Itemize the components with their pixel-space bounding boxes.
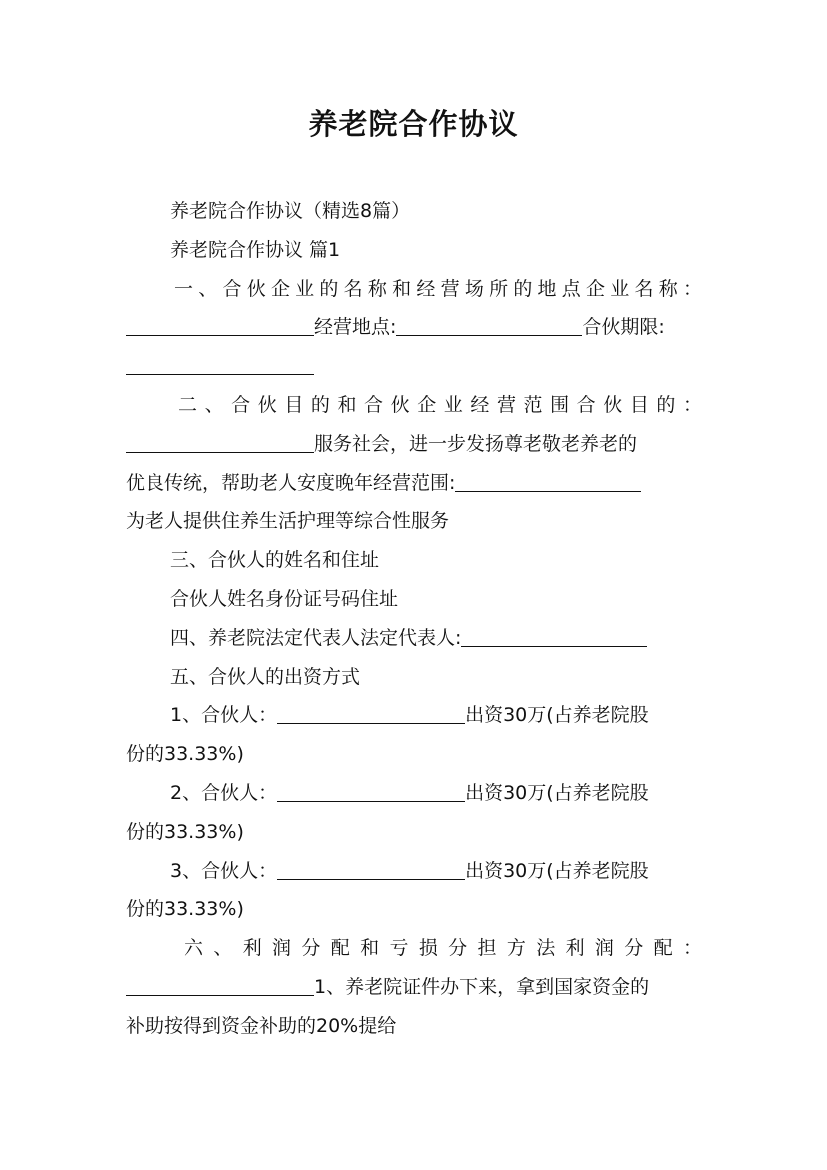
partner-1-contribution: 出资30万(占养老院股 (465, 704, 649, 727)
blank-line (277, 704, 465, 724)
section-2-heading: 二、合伙目的和合伙企业经营范围合伙目的： (178, 393, 702, 416)
section-2-scope-detail: 为老人提供住养生活护理等综合性服务 (126, 510, 450, 533)
blank-line (461, 627, 647, 647)
section-5-heading: 五、合伙人的出资方式 (170, 665, 361, 688)
section-1-heading: 一、合伙企业的名称和经营场所的地点企业名称： (174, 277, 702, 300)
partner-1-share: 份的33.33%) (126, 743, 244, 766)
scope-text: 优良传统，帮助老人安度晚年经营范围: (126, 471, 456, 494)
section-3-heading: 三、合伙人的姓名和住址 (170, 549, 380, 572)
blank-line (396, 316, 582, 336)
section-2-purpose (126, 425, 702, 464)
partner-2-share: 份的33.33%) (126, 820, 244, 843)
profit-rule-text: 1、养老院证件办下来，拿到国家资金的 (314, 975, 650, 998)
section-6-heading: 六、利润分配和亏损分担方法利润分配： (184, 937, 702, 960)
partner-3-contribution: 出资30万(占养老院股 (465, 859, 649, 882)
partner-3-share: 份的33.33%) (126, 898, 244, 921)
document-title: 养老院合作协议 (308, 107, 519, 141)
section-1-term-blank (126, 347, 702, 386)
blank-line (277, 782, 465, 802)
piece-heading: 养老院合作协议 篇1 (170, 238, 341, 261)
blank-line (126, 316, 314, 336)
partner-1-label: 1、合伙人： (170, 704, 278, 727)
blank-line (126, 433, 314, 453)
section-6-line-b: 补助按得到资金补助的20%提给 (126, 1014, 397, 1037)
partnership-term-label: 合伙期限: (582, 316, 665, 339)
blank-line (126, 355, 314, 375)
business-address-label: 经营地点: (314, 316, 397, 339)
section-2-scope (126, 464, 702, 503)
partner-1-line (126, 696, 702, 735)
blank-line (455, 472, 641, 492)
document-body (126, 192, 702, 1046)
blank-line (126, 976, 314, 996)
section-6-line-a (126, 968, 702, 1007)
partner-3-label: 3、合伙人： (170, 859, 278, 882)
partner-2-label: 2、合伙人： (170, 781, 278, 804)
legal-representative-label: 四、养老院法定代表人法定代表人: (170, 626, 462, 649)
partner-2-line (126, 774, 702, 813)
subtitle-line: 养老院合作协议（精选8篇） (170, 200, 411, 222)
section-4-line (126, 619, 702, 658)
blank-line (277, 860, 465, 880)
partner-2-contribution: 出资30万(占养老院股 (465, 781, 649, 804)
purpose-text: 服务社会，进一步发扬尊老敬老养老的 (314, 432, 638, 455)
section-3-columns: 合伙人姓名身份证号码住址 (170, 587, 399, 610)
partner-3-line (126, 852, 702, 891)
section-1-fields (126, 308, 702, 347)
